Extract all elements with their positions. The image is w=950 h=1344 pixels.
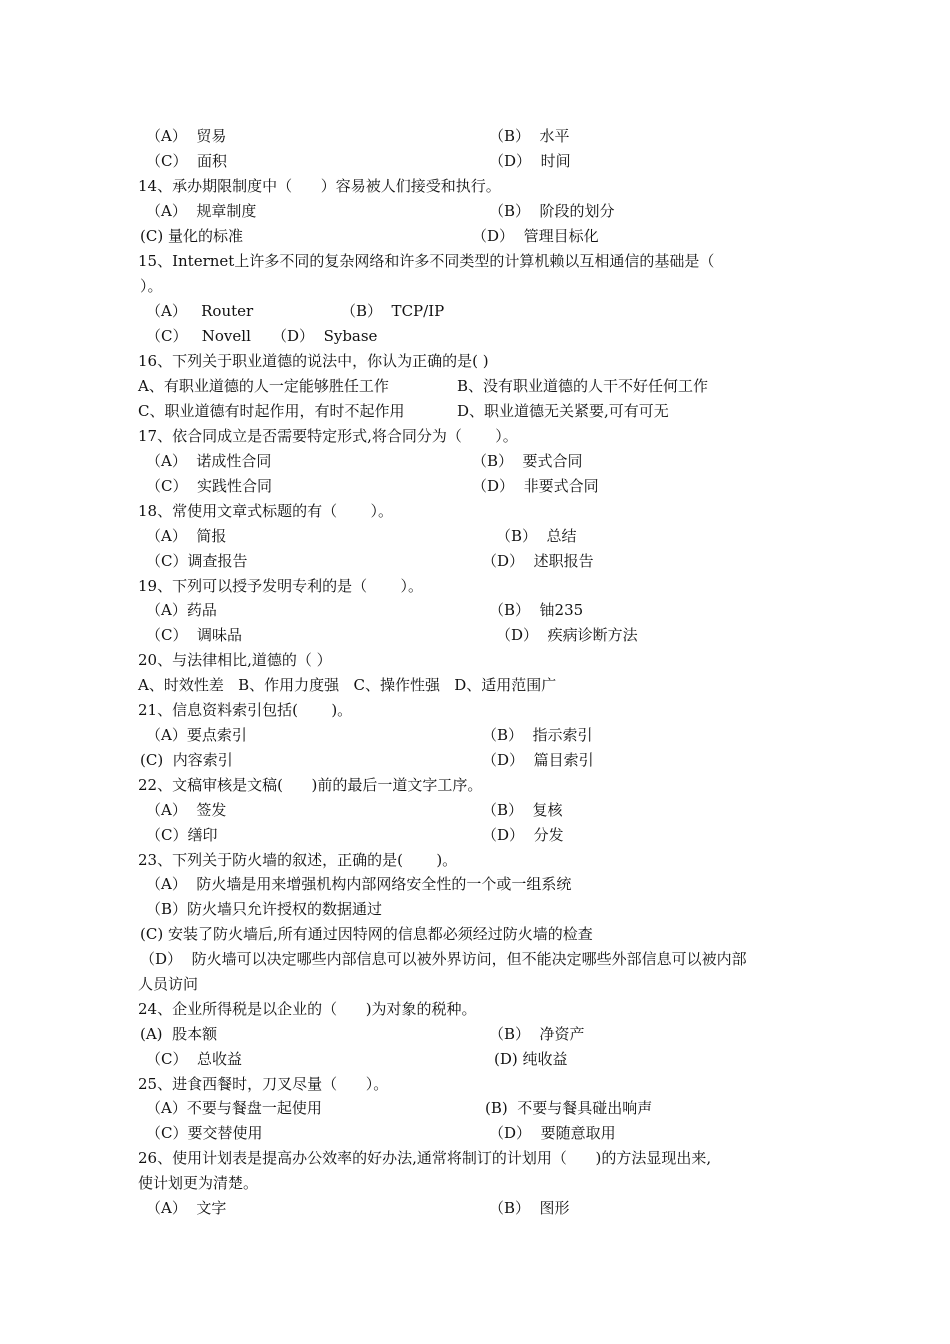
text-line: A、时效性差 B、作用力度强 C、操作性强 D、适用范围广 [138, 676, 557, 694]
text-line: （D） 篇目索引 [482, 751, 594, 769]
text-line: （B） 净资产 [489, 1025, 585, 1043]
text-line: （D） Sybase [272, 327, 378, 345]
text-line: (C) 内容索引 [140, 751, 233, 769]
text-line: （C） 面积 [146, 152, 228, 170]
text-line: （B） 图形 [489, 1199, 570, 1217]
text-line: （B） TCP/IP [341, 302, 445, 320]
text-line: （D） 述职报告 [482, 552, 594, 570]
text-line: （B） 铀235 [489, 601, 584, 619]
text-line: （C）缮印 [146, 826, 218, 844]
text-line: B、没有职业道德的人干不好任何工作 [457, 377, 709, 395]
text-line: 21、信息资料索引包括( )。 [138, 701, 353, 719]
text-line: （B） 指示索引 [482, 726, 593, 744]
text-line: （A）要点索引 [146, 726, 247, 744]
text-line: 17、依合同成立是否需要特定形式,将合同分为（ ）。 [138, 427, 518, 445]
text-line: （A） 规章制度 [146, 202, 257, 220]
text-line: (B) 不要与餐具碰出响声 [485, 1099, 653, 1117]
text-line: (A) 股本额 [140, 1025, 218, 1043]
text-line: （D） 时间 [489, 152, 571, 170]
text-line: （C） Novell [146, 327, 251, 345]
text-line: （B） 复核 [482, 801, 563, 819]
text-line: （B） 要式合同 [472, 452, 583, 470]
text-line: （C） 调味品 [146, 626, 243, 644]
text-line: 22、文稿审核是文稿( )前的最后一道文字工序。 [138, 776, 483, 794]
text-line: 26、使用计划表是提高办公效率的好办法,通常将制订的计划用（ )的方法显现出来, [138, 1149, 712, 1167]
text-line: (D) 纯收益 [494, 1050, 568, 1068]
text-line: （D） 分发 [482, 826, 564, 844]
text-line: 人员访问 [138, 975, 199, 993]
text-line: （A） 诺成性合同 [146, 452, 272, 470]
text-line: （B） 阶段的划分 [489, 202, 615, 220]
text-line: （D） 非要式合同 [472, 477, 599, 495]
text-line: 使计划更为清楚。 [138, 1174, 259, 1192]
text-line: 19、下列可以授予发明专利的是（ ）。 [138, 577, 423, 595]
text-line: （D） 要随意取用 [489, 1124, 616, 1142]
text-line: （A） 防火墙是用来增强机构内部网络安全性的一个或一组系统 [146, 875, 572, 893]
text-line: 15、Internet上许多不同的复杂网络和许多不同类型的计算机赖以互相通信的基础是（ [138, 252, 715, 270]
text-line: （D） 疾病诊断方法 [496, 626, 638, 644]
text-line: C、职业道德有时起作用，有时不起作用 [138, 402, 405, 420]
text-line: 20、与法律相比,道德的（ ） [138, 651, 332, 669]
text-line: 24、企业所得税是以企业的（ )为对象的税种。 [138, 1000, 477, 1018]
text-line: （B） 水平 [489, 127, 570, 145]
text-line: （A） 简报 [146, 527, 227, 545]
text-line: （D） 防火墙可以决定哪些内部信息可以被外界访问，但不能决定哪些外部信息可以被内部 [140, 950, 747, 968]
text-line: （A） 文字 [146, 1199, 227, 1217]
text-line: 25、进食西餐时，刀叉尽量（ ）。 [138, 1075, 389, 1093]
text-line: （C） 总收益 [146, 1050, 243, 1068]
text-line: 16、下列关于职业道德的说法中，你认为正确的是( ) [138, 352, 489, 370]
text-line: （A）药品 [146, 601, 217, 619]
text-line: （A） 签发 [146, 801, 227, 819]
text-line: （C） 实践性合同 [146, 477, 273, 495]
text-line: （D） 管理目标化 [472, 227, 599, 245]
text-line: ）。 [140, 277, 163, 295]
text-line: 14、承办期限制度中（ ）容易被人们接受和执行。 [138, 177, 501, 195]
text-line: （A） 贸易 [146, 127, 227, 145]
text-line: D、职业道德无关紧要,可有可无 [457, 402, 669, 420]
text-line: （B）防火墙只允许授权的数据通过 [146, 900, 383, 918]
text-line: （A）不要与餐盘一起使用 [146, 1099, 322, 1117]
text-line: 23、下列关于防火墙的叙述，正确的是( )。 [138, 851, 458, 869]
text-line: （A） Router [146, 302, 254, 320]
text-line: （B） 总结 [496, 527, 577, 545]
text-line: （C）要交替使用 [146, 1124, 263, 1142]
text-line: 18、常使用文章式标题的有（ ）。 [138, 502, 393, 520]
text-line: (C) 量化的标准 [140, 227, 243, 245]
text-line: （C）调查报告 [146, 552, 248, 570]
text-line: A、有职业道德的人一定能够胜任工作 [138, 377, 389, 395]
text-line: (C) 安装了防火墙后,所有通过因特网的信息都必须经过防火墙的检查 [140, 925, 593, 943]
